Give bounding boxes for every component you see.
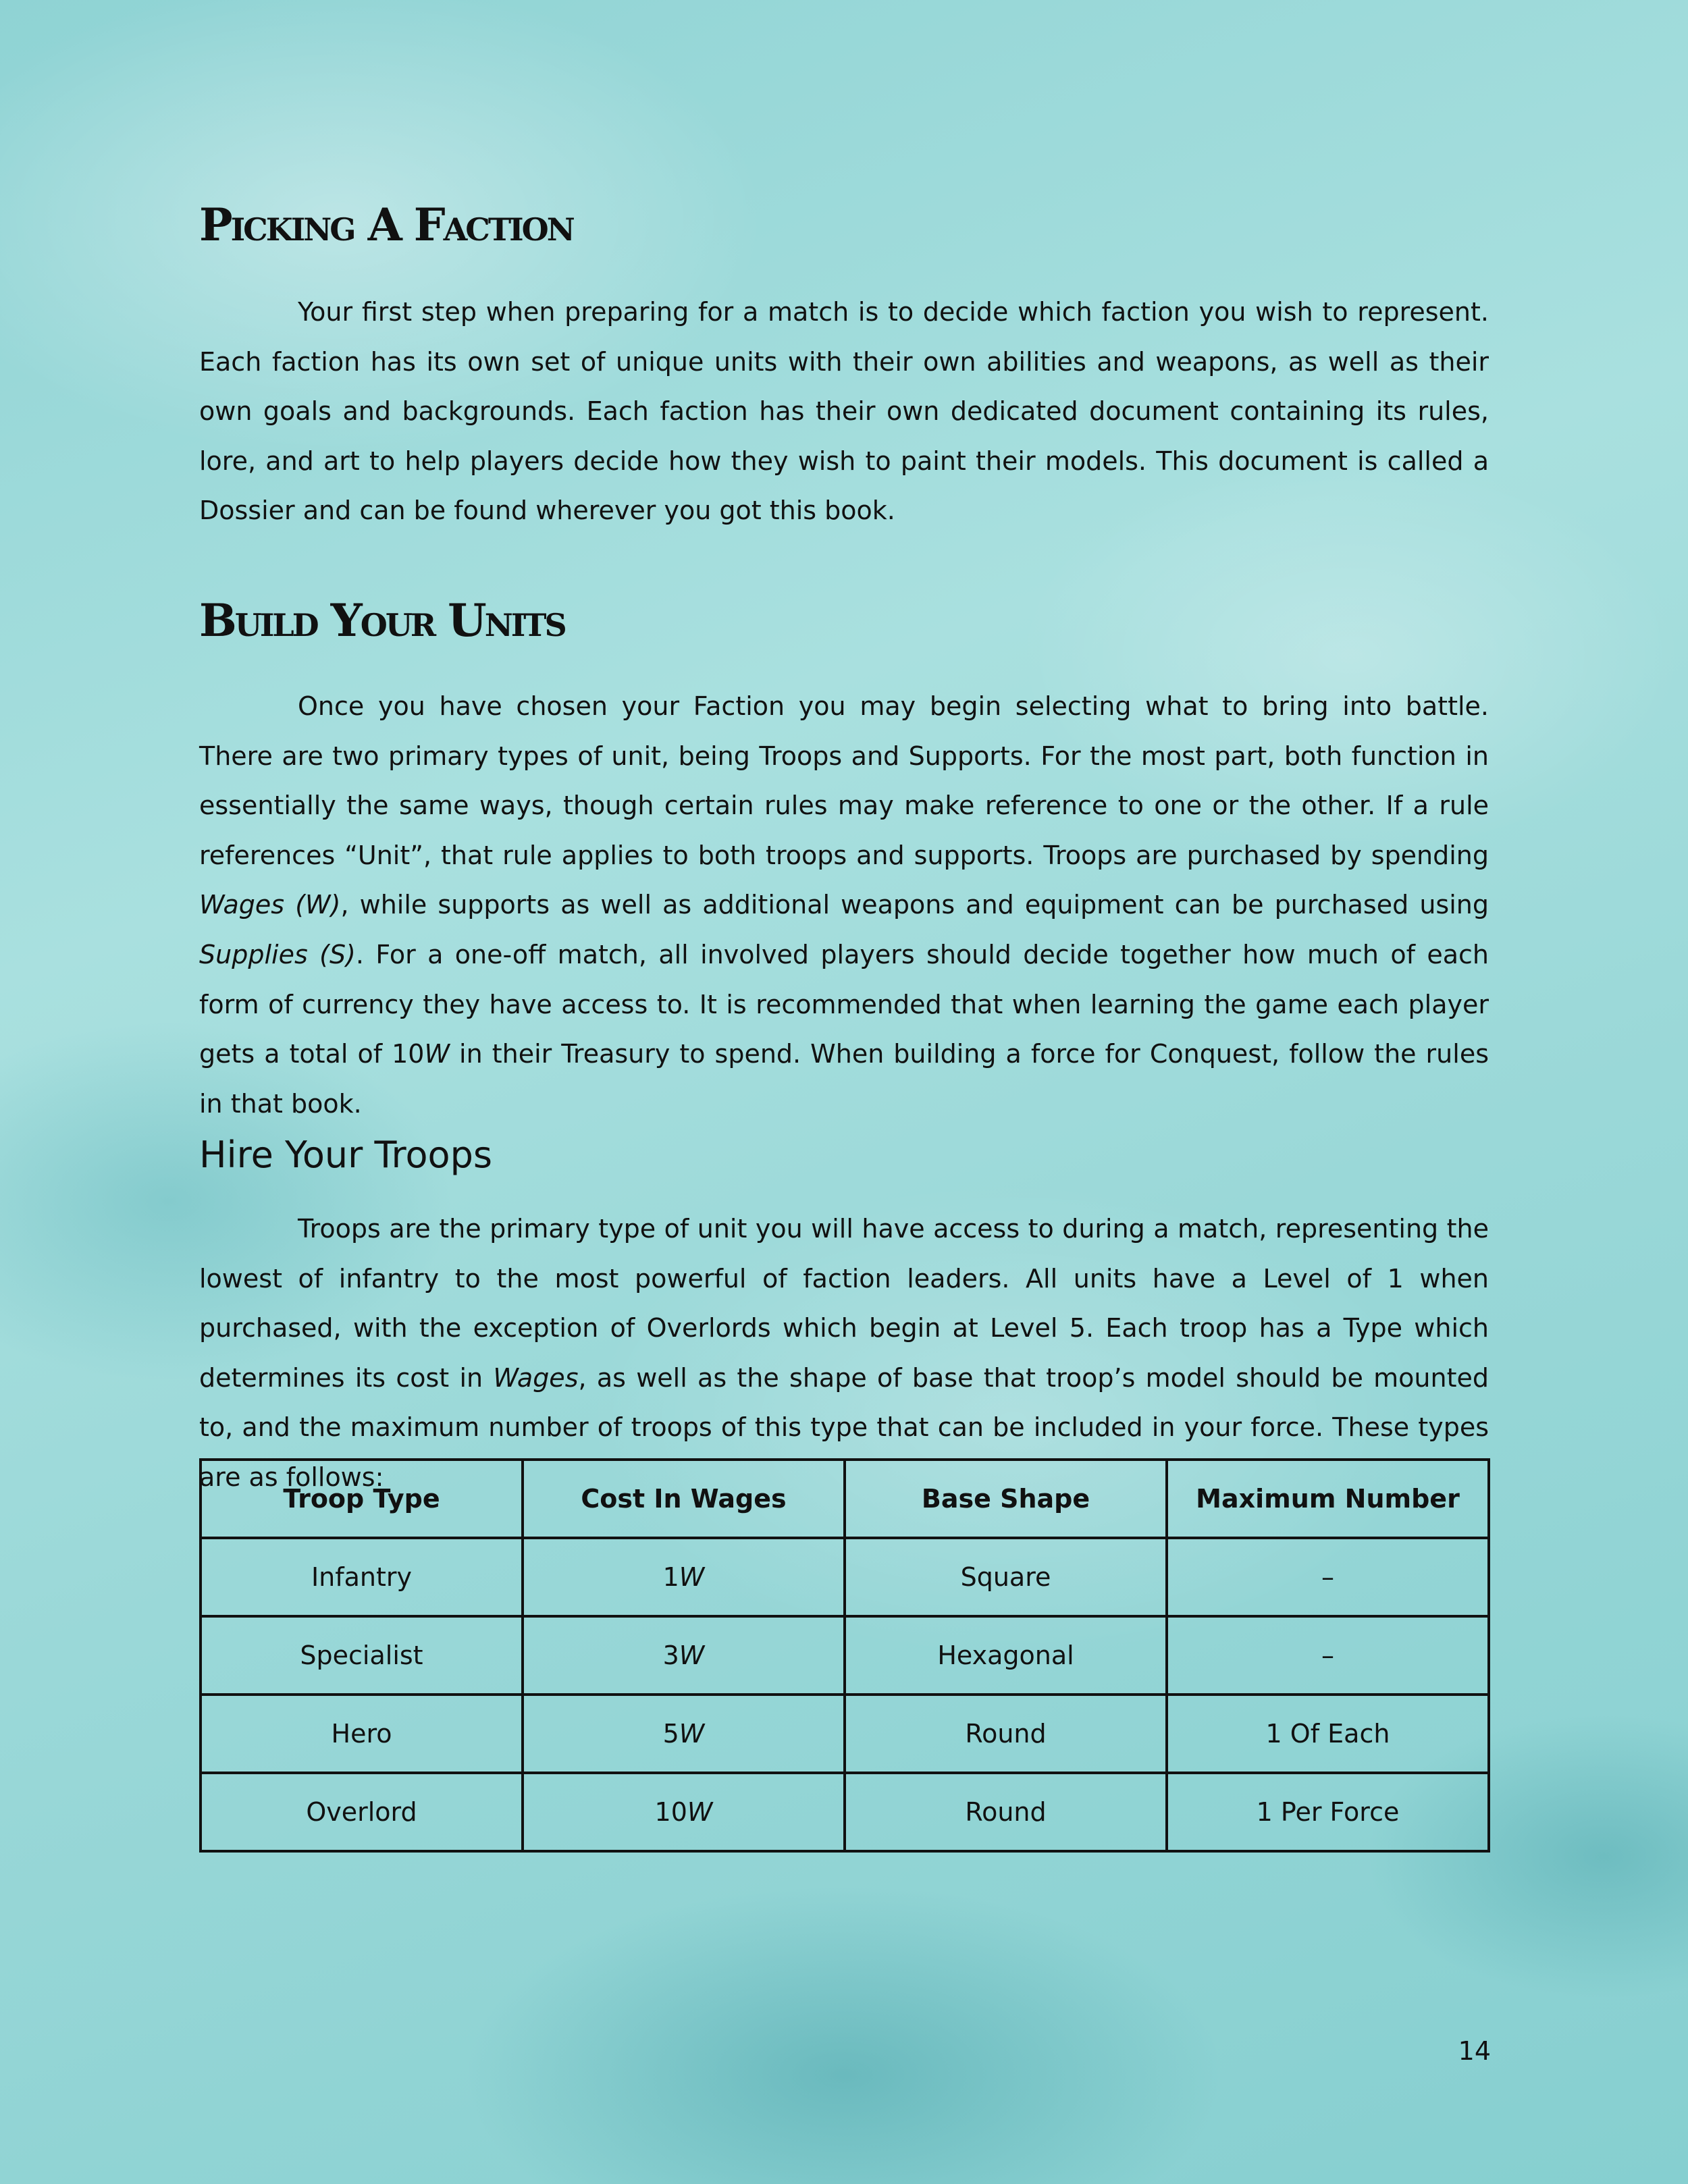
table-row: [201, 1616, 1489, 1695]
cell-base-shape: Square: [845, 1538, 1167, 1616]
table-header-row: [201, 1460, 1489, 1538]
cell-base-shape: Round: [845, 1695, 1167, 1773]
header-base-shape: Base Shape: [845, 1460, 1167, 1538]
cost-unit: W: [679, 1719, 705, 1749]
header-cost-in-wages: Cost In Wages: [523, 1460, 845, 1538]
heading-picking-a-faction: Picking A Faction: [199, 198, 573, 251]
table-row: [201, 1773, 1489, 1851]
cost-number: 1: [662, 1562, 679, 1592]
header-troop-type: Troop Type: [201, 1460, 523, 1538]
cost-number: 5: [662, 1719, 679, 1749]
cost-unit: W: [679, 1641, 705, 1670]
heading-hire-your-troops: Hire Your Troops: [199, 1134, 493, 1176]
text-segment: , as well as the shape of base that troop’s model should be mounted to, and the maximum number of troops of this type that can be included in your force. These types are as follows:: [199, 1362, 1489, 1492]
cost-unit: W: [687, 1797, 713, 1827]
text-segment: . For a one-off match, all involved players should decide together how much of each form of currency they have access to. It is recommended that when learning the game each player gets a total of 10: [199, 939, 1489, 1069]
cell-maximum-number: –: [1167, 1616, 1489, 1695]
cell-cost: [523, 1695, 845, 1773]
cell-base-shape: Round: [845, 1773, 1167, 1851]
cell-base-shape: Hexagonal: [845, 1616, 1167, 1695]
cell-maximum-number: 1 Of Each: [1167, 1695, 1489, 1773]
wages-unit: W: [424, 1039, 450, 1069]
page-number: 14: [1458, 2036, 1491, 2066]
cost-number: 3: [662, 1641, 679, 1670]
header-maximum-number: Maximum Number: [1167, 1460, 1489, 1538]
wages-term: Wages (W): [199, 890, 341, 920]
table-row: [201, 1695, 1489, 1773]
cell-maximum-number: –: [1167, 1538, 1489, 1616]
cost-number: 10: [654, 1797, 687, 1827]
table-row: [201, 1538, 1489, 1616]
wages-word: Wages: [493, 1362, 579, 1393]
cell-cost: [523, 1773, 845, 1851]
cell-troop-type: Overlord: [201, 1773, 523, 1851]
cell-troop-type: Hero: [201, 1695, 523, 1773]
text-segment: Once you have chosen your Faction you may begin selecting what to bring into battle. There are two primary types of unit, being Troops and Supports. For the most part, both function in essentially the same ways, though certain rules may make reference to one or the other. If a rule references “Unit”, that rule applies to both troops and supports. Troops are purchased by spending: [199, 691, 1489, 870]
cell-cost: [523, 1616, 845, 1695]
text-segment: , while supports as well as additional weapons and equipment can be purchased using: [340, 890, 1489, 920]
cell-maximum-number: 1 Per Force: [1167, 1773, 1489, 1851]
supplies-term: Supplies (S): [199, 939, 356, 969]
troop-type-table: [199, 1458, 1490, 1853]
cell-troop-type: Infantry: [201, 1538, 523, 1616]
text-segment: Troops are the primary type of unit you will have access to during a match, representing the lowest of infantry to the most powerful of faction leaders. All units have a Level of 1 when purchased, with the exception of Overlords which begin at Level 5. Each troop has a Type which determines its cost in: [199, 1214, 1489, 1393]
heading-build-your-units: Build Your Units: [199, 594, 565, 647]
cell-cost: [523, 1538, 845, 1616]
paragraph-picking-a-faction: Your first step when preparing for a match is to decide which faction you wish to represent. Each faction has its own set of unique units with their own abilities and weapons, as well as their own goals and backgrounds. Each faction has their own dedicated document containing its rules, lore, and art to help players decide how they wish to paint their models. This document is called a Dossier and can be found wherever you got this book.: [199, 297, 1489, 526]
text-segment: in their Treasury to spend. When building a force for Conquest, follow the rules in that book.: [199, 1039, 1489, 1119]
paragraph-build-your-units: [199, 682, 1489, 1129]
cost-unit: W: [679, 1562, 705, 1592]
cell-troop-type: Specialist: [201, 1616, 523, 1695]
